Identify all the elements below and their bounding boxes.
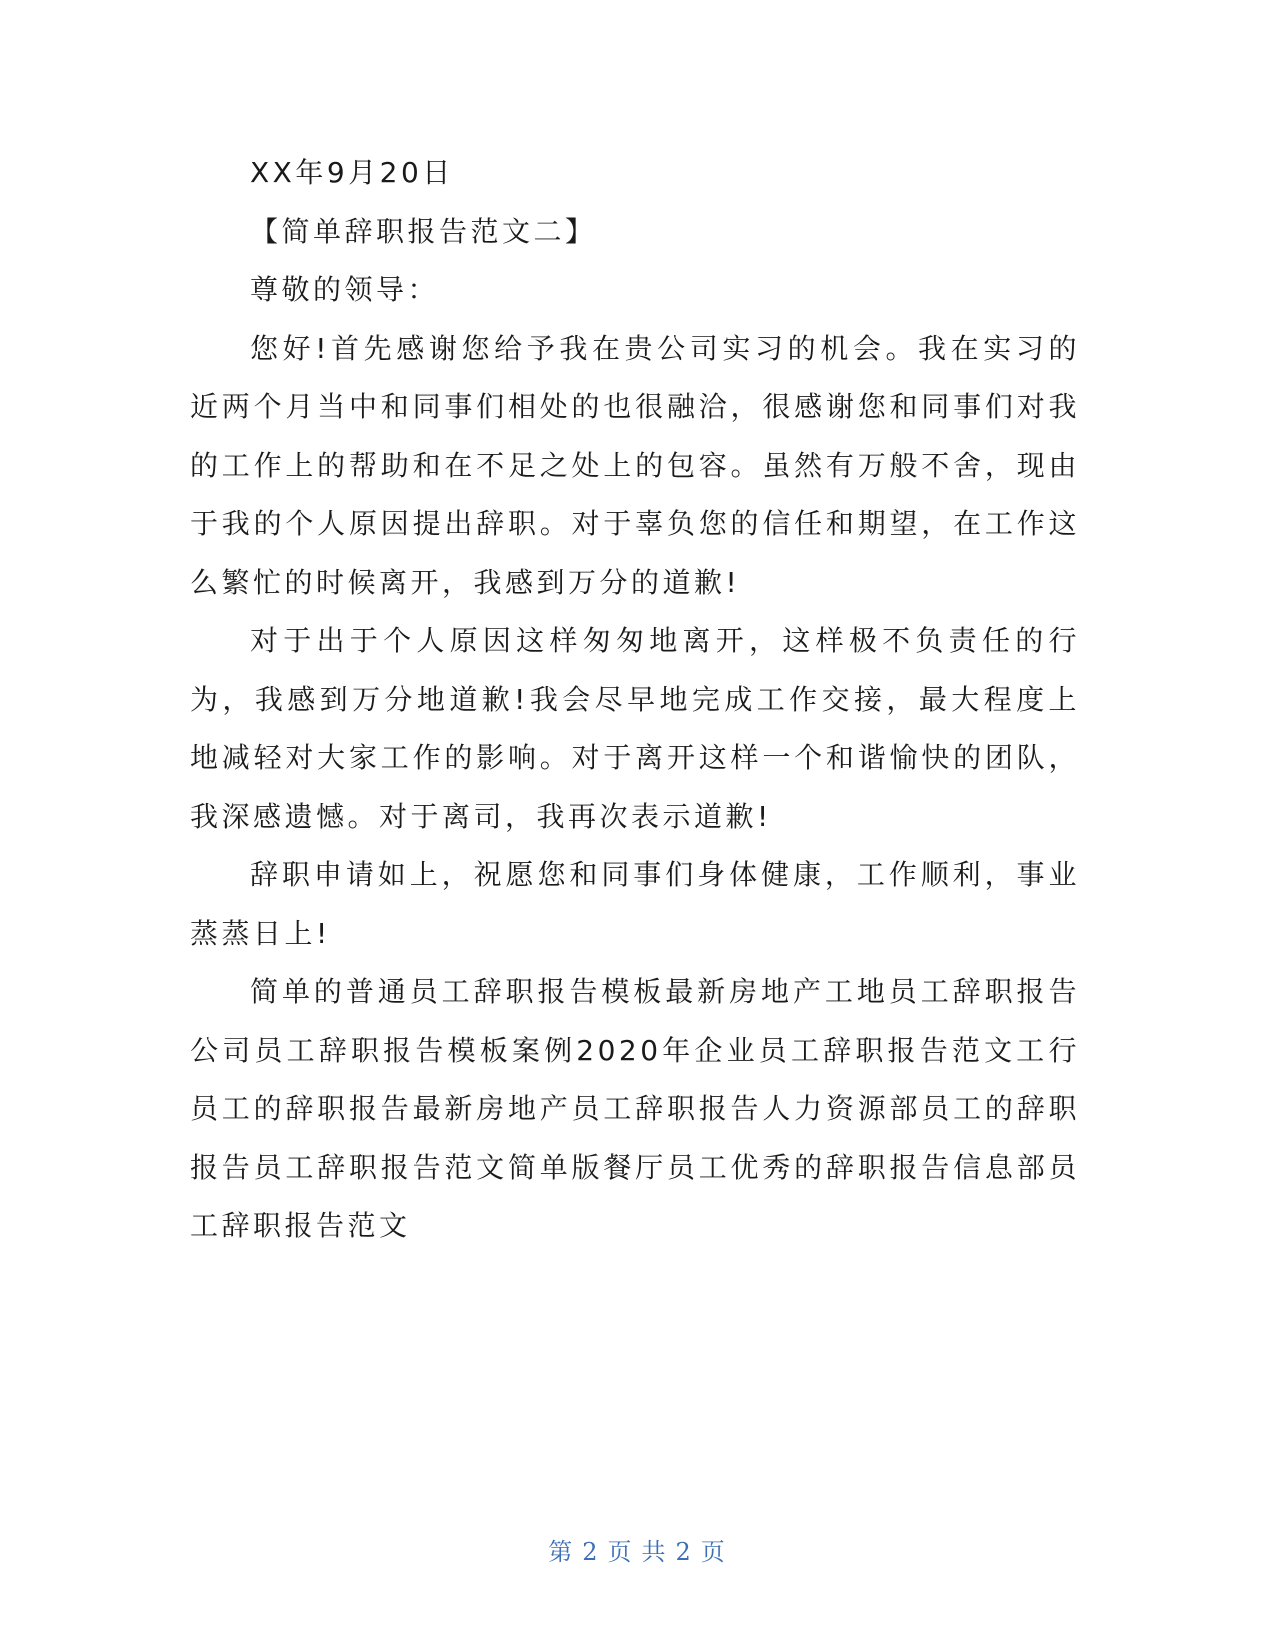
footer-page-word: 页 [607,1538,634,1566]
paragraph-apology: 对于出于个人原因这样匆匆地离开，这样极不负责任的行为，我感到万分地道歉!我会尽早地完成工作交接，最大程度上地减轻对大家工作的影响。对于离开这样一个和谐愉快的团队，我深感遗憾。对于离司，我再次表示道歉! [190,624,1080,833]
footer-total-suffix: 页 [700,1538,727,1566]
date-line: XX年9月20日 [250,156,454,189]
footer-total-prefix: 共 [641,1538,668,1566]
page-number-footer [0,1532,1275,1567]
section-heading: 【简单辞职报告范文二】 [250,214,597,248]
salutation: 尊敬的领导： [250,273,440,306]
paragraph-greeting: 您好!首先感谢您给予我在贵公司实习的机会。我在实习的近两个月当中和同事们相处的也很融洽，很感谢您和同事们对我的工作上的帮助和在不足之处上的包容。虽然有万般不舍，现由于我的个人原因提出辞职。对于辜负您的信任和期望，在工作这么繁忙的时候离开，我感到万分的道歉! [190,331,1080,599]
paragraph-closing: 辞职申请如上，祝愿您和同事们身体健康，工作顺利，事业蒸蒸日上! [190,858,1080,950]
footer-current-page: 2 [582,1538,600,1566]
footer-prefix: 第 [548,1538,575,1566]
footer-total-pages: 2 [675,1538,693,1566]
paragraph-related-links: 简单的普通员工辞职报告模板最新房地产工地员工辞职报告公司员工辞职报告模板案例2020年企业员工辞职报告范文工行员工的辞职报告最新房地产员工辞职报告人力资源部员工的辞职报告员工辞职报告范文简单版餐厅员工优秀的辞职报告信息部员工辞职报告范文 [190,975,1080,1242]
document-body [190,144,1080,1256]
